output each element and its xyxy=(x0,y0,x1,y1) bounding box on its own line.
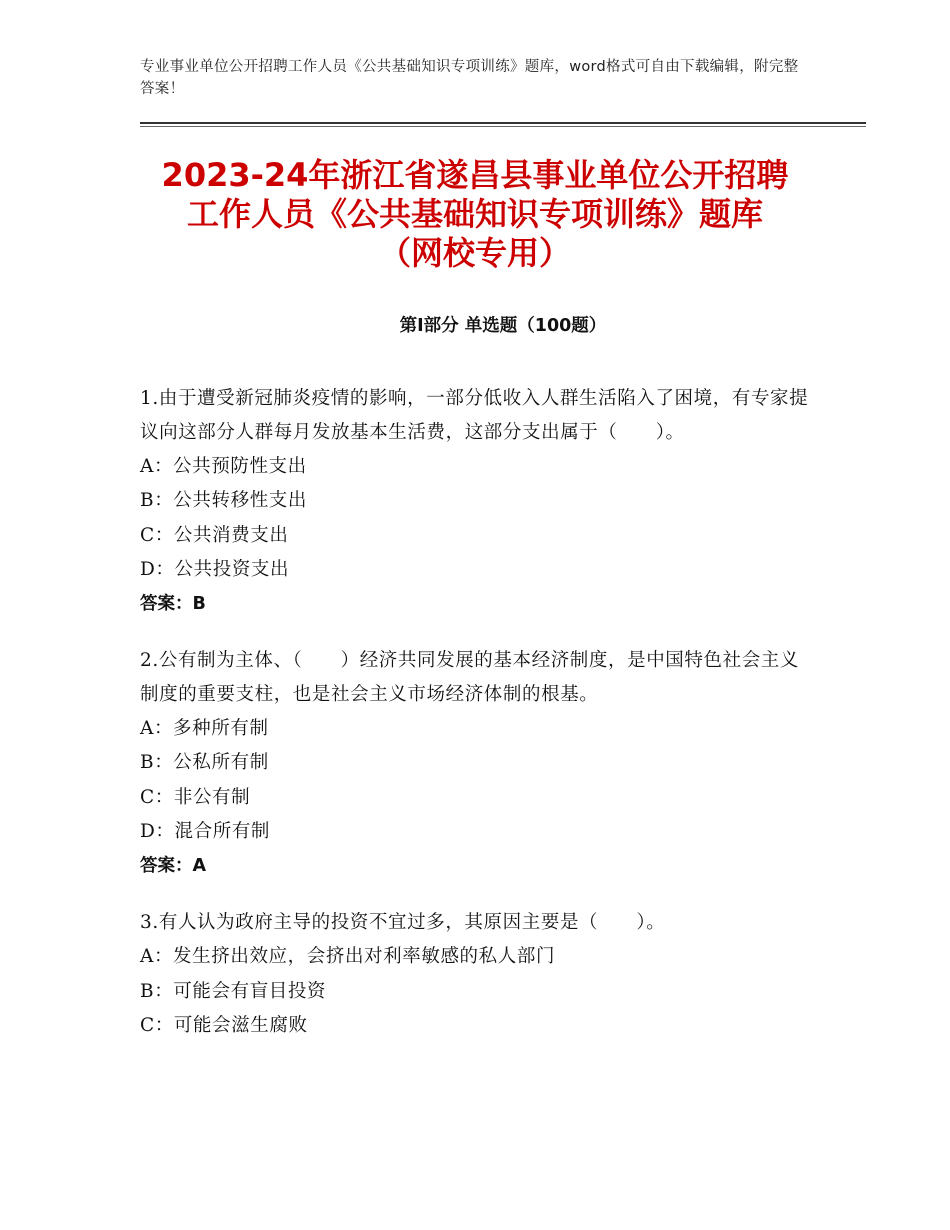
answer-line: 答案：B xyxy=(140,594,206,615)
title-line-2: 工作人员《公共基础知识专项训练》题库 xyxy=(186,195,763,233)
question-1 xyxy=(140,382,810,621)
answer-line: 答案：A xyxy=(140,856,207,877)
document-title xyxy=(110,156,840,273)
option-b: B：可能会有盲目投资 xyxy=(140,980,327,1002)
option-c: C：公共消费支出 xyxy=(140,524,289,546)
question-stem: 2.公有制为主体、（ ）经济共同发展的基本经济制度，是中国特色社会主义制度的重要支柱，也是社会主义市场经济体制的根基。 xyxy=(140,650,800,706)
option-b: B：公共转移性支出 xyxy=(140,490,307,512)
question-3 xyxy=(140,906,810,1043)
header-divider-thick xyxy=(140,122,866,124)
option-c: C：可能会滋生腐败 xyxy=(140,1014,308,1036)
section-heading: 第Ⅰ部分 单选题（100题） xyxy=(399,316,607,336)
title-line-3: （网校专用） xyxy=(378,234,571,272)
question-stem: 3.有人认为政府主导的投资不宜过多，其原因主要是（ ）。 xyxy=(140,912,666,934)
header-note: 专业事业单位公开招聘工作人员《公共基础知识专项训练》题库，word格式可自由下载编辑，附完整答案！ xyxy=(140,59,799,97)
option-c: C：非公有制 xyxy=(140,786,251,808)
option-a: A：公共预防性支出 xyxy=(140,456,307,477)
question-stem: 1.由于遭受新冠肺炎疫情的影响，一部分低收入人群生活陷入了困境，有专家提议向这部分人群每月发放基本生活费，这部分支出属于（ ）。 xyxy=(140,388,809,443)
option-a: A：多种所有制 xyxy=(140,718,269,740)
option-d: D：混合所有制 xyxy=(140,821,271,843)
question-list xyxy=(140,382,810,1066)
option-a: A：发生挤出效应，会挤出对利率敏感的私人部门 xyxy=(140,946,556,968)
title-line-1: 2023-24年浙江省遂昌县事业单位公开招聘 xyxy=(161,156,789,194)
header-divider-thin xyxy=(140,126,866,127)
question-2 xyxy=(140,644,810,883)
option-d: D：公共投资支出 xyxy=(140,558,290,580)
option-b: B：公私所有制 xyxy=(140,752,269,774)
